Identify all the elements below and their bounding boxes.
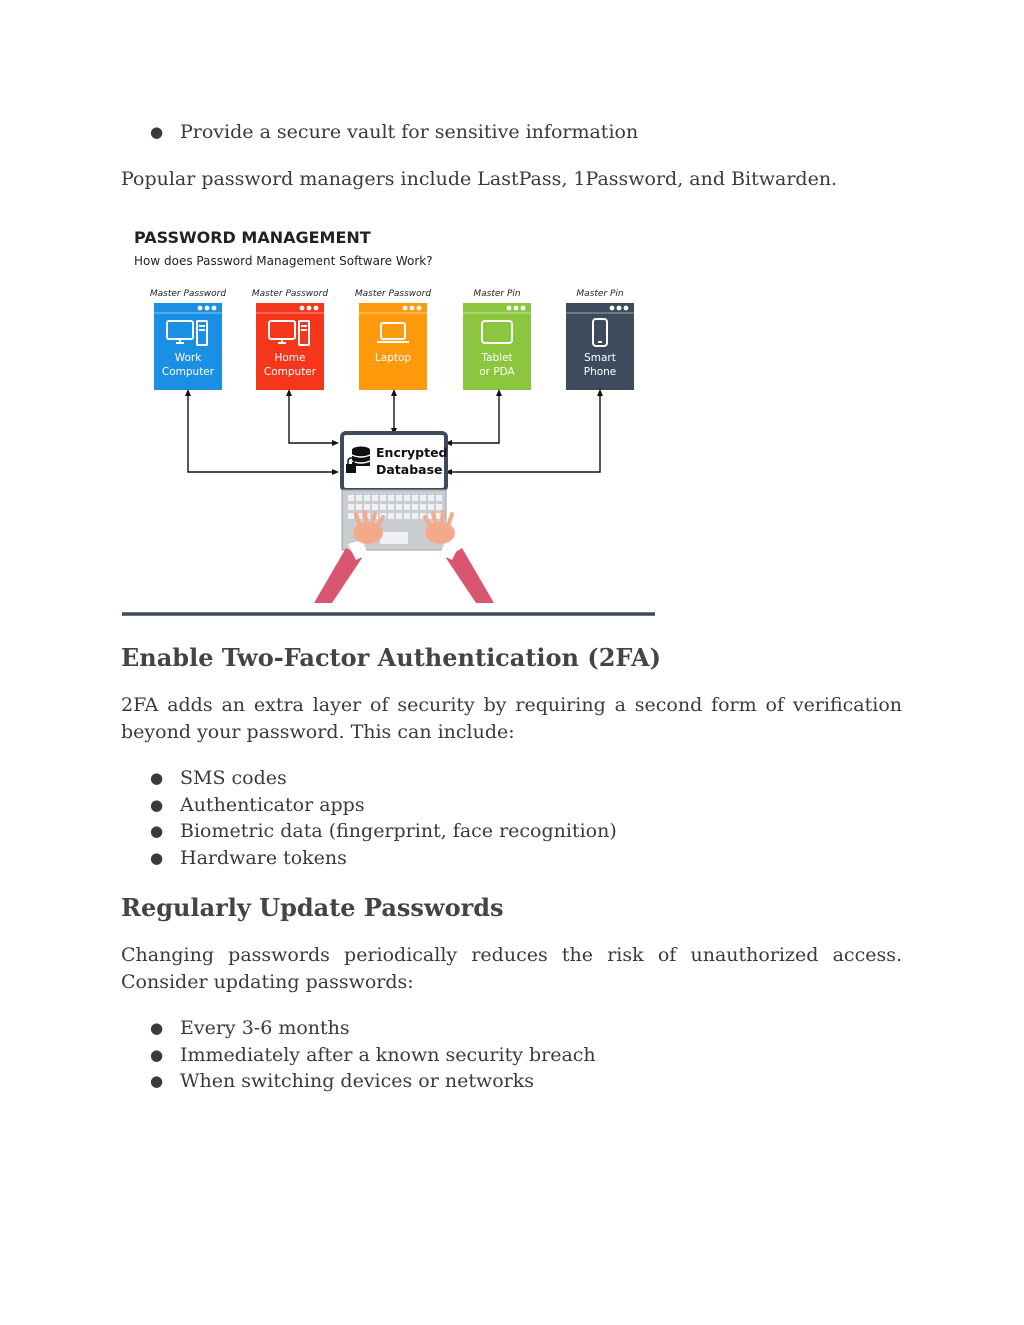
trackpad	[380, 532, 408, 544]
bullet-icon: ●	[150, 1045, 164, 1064]
bullet-icon: ●	[150, 769, 164, 787]
keyboard-key	[420, 504, 426, 510]
keyboard-key	[388, 513, 394, 519]
list-update-passwords	[150, 1015, 596, 1095]
keyboard-key	[404, 495, 410, 501]
keyboard-key	[364, 495, 370, 501]
list-item: ● Authenticator apps	[150, 792, 617, 819]
window-dots-icon	[300, 306, 319, 311]
keyboard-key	[396, 504, 402, 510]
keyboard-key	[356, 495, 362, 501]
popular-managers-paragraph: Popular password managers include LastPass, 1Password, and Bitwarden.	[121, 168, 838, 190]
paragraph-2fa: 2FA adds an extra layer of security by requiring a second form of verification beyond your password. This can include:	[121, 694, 902, 743]
keyboard-key	[396, 495, 402, 501]
keyboard-key	[420, 495, 426, 501]
device-access-label: Master Password	[354, 289, 432, 299]
keyboard-key	[396, 513, 402, 519]
connector-home	[289, 392, 336, 443]
heading-2fa: Enable Two-Factor Authentication (2FA)	[121, 643, 662, 672]
device-box-4	[566, 289, 634, 390]
keyboard-key	[404, 513, 410, 519]
list-2fa	[150, 765, 617, 872]
device-access-label: Master Password	[251, 289, 329, 299]
device-access-label: Master Pin	[576, 289, 624, 299]
window-dots-icon	[507, 306, 526, 311]
keyboard-key	[436, 495, 442, 501]
connector-work	[188, 392, 336, 472]
keyboard-key	[412, 513, 418, 519]
device-name-line1: Laptop	[374, 352, 412, 364]
keyboard-key	[372, 495, 378, 501]
password-management-diagram	[118, 222, 658, 618]
bullet-icon: ●	[150, 1019, 164, 1037]
device-box-1	[252, 289, 328, 390]
bullet-icon: ●	[150, 822, 164, 841]
device-box-0	[150, 289, 226, 390]
list-item: ● Hardware tokens	[150, 845, 617, 872]
device-access-label: Master Password	[149, 289, 227, 299]
list-item: ● Provide a secure vault for sensitive information	[150, 119, 638, 146]
keyboard-key	[388, 504, 394, 510]
keyboard-key	[356, 504, 362, 510]
device-row	[150, 289, 634, 390]
device-name-line1: Home	[274, 352, 306, 364]
center-label-line1: Encrypted	[376, 445, 448, 460]
connector-tablet	[448, 392, 499, 443]
device-name-line2: Computer	[263, 366, 317, 378]
keyboard-key	[412, 504, 418, 510]
list-item: ● When switching devices or networks	[150, 1068, 596, 1095]
device-name-line2: Phone	[583, 366, 617, 378]
top-bullet-list	[150, 119, 638, 146]
list-item: ● Biometric data (fingerprint, face recognition)	[150, 818, 617, 845]
keyboard-key	[348, 495, 354, 501]
keyboard-key	[388, 495, 394, 501]
device-name-line1: Tablet	[481, 352, 513, 364]
bullet-icon: ●	[150, 795, 164, 814]
list-item: ● SMS codes	[150, 765, 617, 792]
keyboard-key	[404, 504, 410, 510]
keyboard-key	[372, 504, 378, 510]
window-dots-icon	[403, 306, 422, 311]
device-name-line1: Smart	[584, 352, 616, 364]
device-access-label: Master Pin	[473, 289, 521, 299]
connector-phone	[448, 392, 600, 472]
center-label-line2: Database	[376, 462, 443, 477]
device-box-2	[355, 289, 431, 390]
bullet-icon: ●	[150, 849, 164, 868]
heading-update-passwords: Regularly Update Passwords	[121, 893, 504, 922]
keyboard-key	[348, 504, 354, 510]
device-name-line1: Work	[174, 352, 202, 364]
list-item: ● Every 3-6 months	[150, 1015, 596, 1042]
list-item: ● Immediately after a known security breach	[150, 1042, 596, 1069]
keyboard-key	[348, 513, 354, 519]
keyboard-key	[380, 504, 386, 510]
keyboard-key	[380, 495, 386, 501]
keyboard-key	[428, 504, 434, 510]
keyboard-key	[436, 504, 442, 510]
keyboard-key	[364, 504, 370, 510]
keyboard-key	[412, 495, 418, 501]
diagram-title: PASSWORD MANAGEMENT	[134, 228, 371, 247]
paragraph-update-passwords: Changing passwords periodically reduces the risk of unauthorized access. Consider updating passwords:	[121, 944, 902, 993]
device-name-line2: or PDA	[479, 366, 515, 378]
device-name-line2: Computer	[161, 366, 215, 378]
diagram-subtitle: How does Password Management Software Work?	[134, 254, 433, 268]
bullet-icon: ●	[150, 123, 164, 141]
keyboard-key	[428, 495, 434, 501]
window-dots-icon	[610, 306, 629, 311]
bullet-icon: ●	[150, 1072, 164, 1091]
window-dots-icon	[198, 306, 217, 311]
device-box-3	[463, 289, 531, 390]
